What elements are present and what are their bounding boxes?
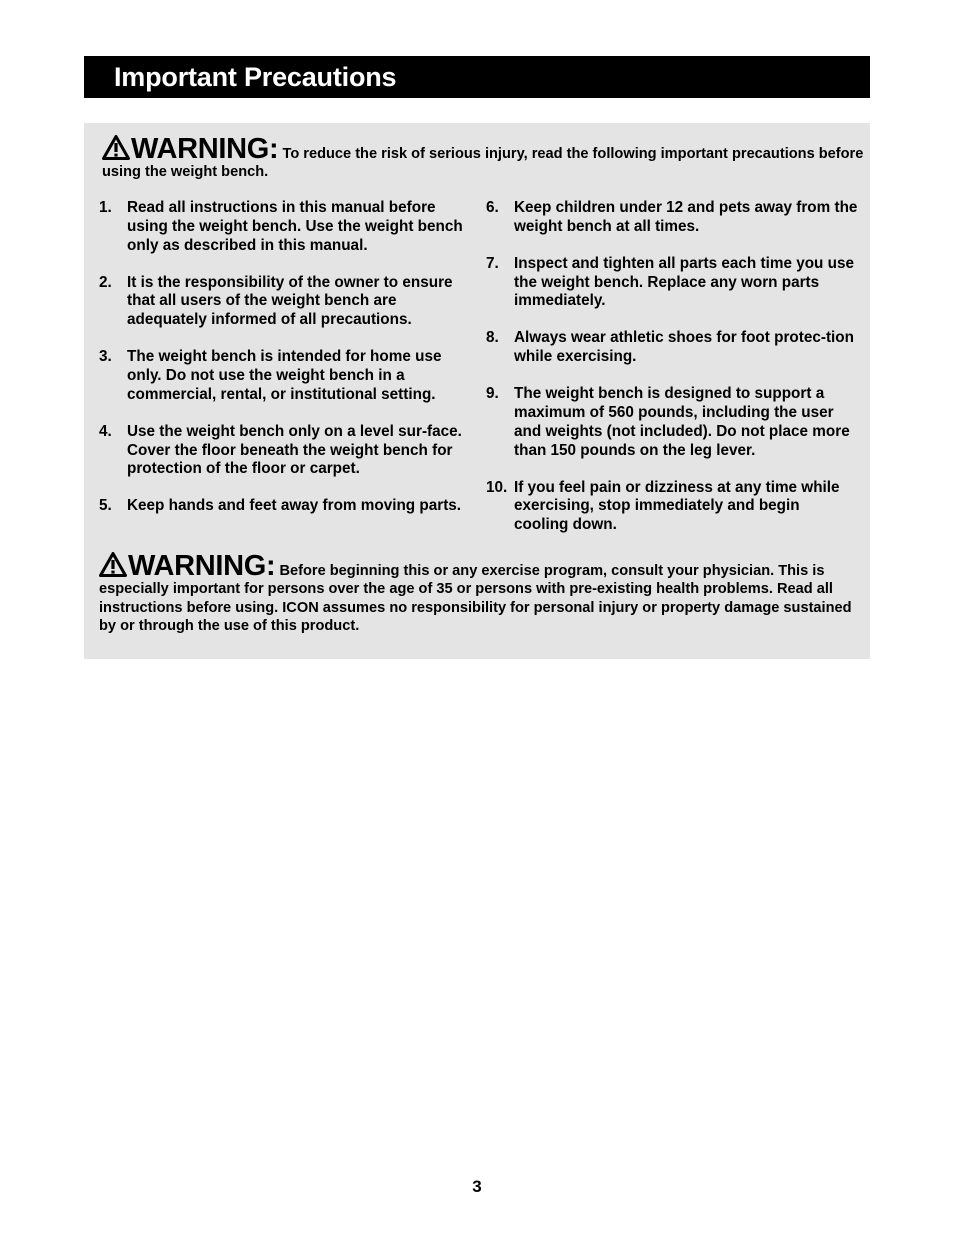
item-number: 1.	[99, 199, 112, 216]
list-item	[486, 385, 858, 460]
item-number: 5.	[99, 497, 112, 515]
warning-label: WARNING:	[131, 133, 279, 165]
list-item	[486, 255, 858, 311]
item-text: It is the responsibility of the owner to ensure that all users of the weight bench are adequately informed of all precautions.	[127, 273, 453, 329]
list-item	[99, 423, 471, 479]
warning-notice-top	[102, 135, 864, 182]
item-number: 6.	[486, 199, 499, 216]
item-text: The weight bench is designed to support a maximum of 560 pounds, including the user and weights (not included). Do not place more than 150 pounds on the leg lever.	[514, 385, 850, 459]
list-item	[486, 199, 858, 237]
warning-notice-bottom	[99, 552, 865, 636]
page-title: Important Precautions	[114, 62, 397, 92]
item-number: 9.	[486, 385, 499, 403]
item-number: 7.	[486, 254, 499, 272]
item-number: 10.	[486, 478, 508, 496]
list-item	[99, 348, 471, 404]
list-item	[99, 497, 471, 516]
item-number: 8.	[486, 329, 499, 347]
item-text: The weight bench is intended for home use only. Do not use the weight bench in a commercial, rental, or institutional setting.	[127, 348, 442, 403]
section-header-bar	[84, 56, 870, 98]
warning-text: Before beginning this or any exercise program, consult your physician. This is especially important for persons over the age of 35 or persons with pre-existing health problems. Read all instructions before using. ICON assumes no responsibility for personal injury or property damage sustained by or through the use of this product.	[99, 563, 852, 635]
precautions-list-left	[99, 199, 471, 534]
item-text: Use the weight bench only on a level sur-face. Cover the floor beneath the weight bench for protection of the floor or carpet.	[127, 422, 462, 478]
item-text: Keep hands and feet away from moving parts.	[127, 497, 462, 515]
item-text: Always wear athletic shoes for foot protec-tion while exercising.	[514, 329, 854, 366]
list-item	[99, 274, 471, 330]
precautions-list-right	[486, 199, 858, 553]
item-text: Read all instructions in this manual before using the weight bench. Use the weight bench only as described in this manual.	[127, 199, 463, 254]
page-number: 3	[472, 1177, 482, 1196]
list-item	[486, 329, 858, 367]
warning-triangle-icon	[102, 135, 130, 160]
list-item	[486, 479, 858, 535]
warning-label: WARNING:	[128, 550, 276, 582]
precautions-panel	[84, 123, 870, 659]
warning-text: To reduce the risk of serious injury, read the following important precautions before using the weight bench.	[102, 146, 864, 181]
item-number: 4.	[99, 422, 112, 440]
item-text: Inspect and tighten all parts each time you use the weight bench. Replace any worn parts immediately.	[514, 254, 855, 310]
warning-triangle-icon	[99, 552, 127, 577]
item-text: If you feel pain or dizziness at any time while exercising, stop immediately and begin cooling down.	[514, 478, 840, 534]
list-item	[99, 199, 471, 255]
item-text: Keep children under 12 and pets away from the weight bench at all times.	[514, 199, 858, 235]
item-number: 2.	[99, 273, 112, 291]
item-number: 3.	[99, 348, 112, 366]
